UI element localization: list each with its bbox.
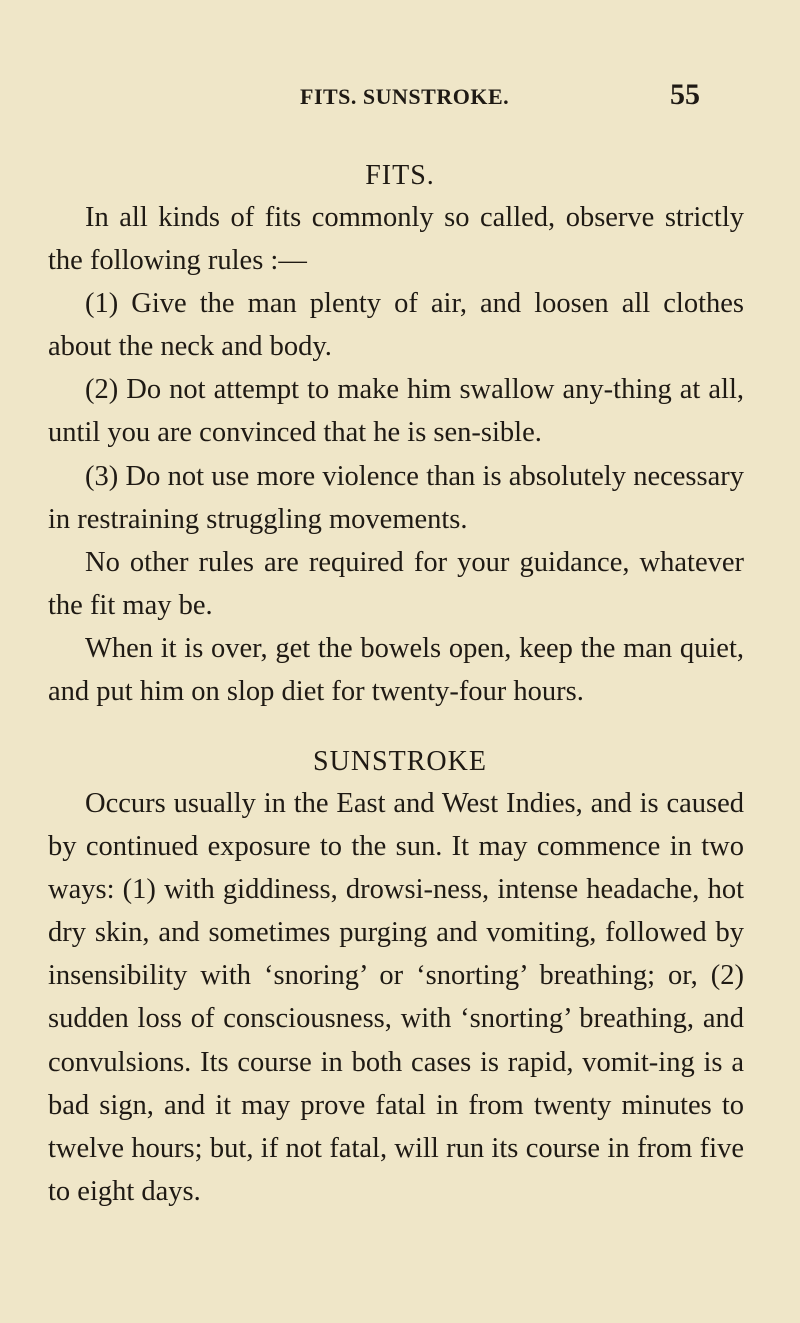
- paragraph: (3) Do not use more violence than is absolutely necessary in restraining struggling movements.: [48, 460, 744, 535]
- section-body-fits: [48, 196, 744, 713]
- paragraph: In all kinds of fits commonly so called, observe strictly the following rules :—: [48, 202, 744, 277]
- running-header: [0, 78, 800, 118]
- running-title: FITS. SUNSTROKE.: [300, 84, 510, 109]
- paragraph: Occurs usually in the East and West Indies, and is caused by continued exposure to the sun. It may commence in two ways: (1) with giddiness, drowsi-ness, intense headache, hot dry skin, and sometimes purging and vomiting, followed by insensibility with ‘snoring’ or ‘snorting’ breathing; or, (2) sudden loss of consciousness, with ‘snorting’ breathing, and convulsions. Its course in both cases is rapid, vomit-ing is a bad sign, and it may prove fatal in from twenty minutes to twelve hours; but, if not fatal, will run its course in from five to eight days.: [48, 788, 744, 1207]
- paragraph: When it is over, get the bowels open, keep the man quiet, and put him on slop diet for twenty-four hours.: [48, 632, 744, 708]
- page-number: 55: [670, 78, 700, 111]
- paragraph: (2) Do not attempt to make him swallow any-thing at all, until you are convinced that he is sen-sible.: [48, 374, 744, 449]
- paragraph: No other rules are required for your guidance, whatever the fit may be.: [48, 546, 744, 621]
- section-title-fits: FITS.: [365, 160, 435, 191]
- section-title-sunstroke: SUNSTROKE: [313, 746, 487, 777]
- paragraph: (1) Give the man plenty of air, and loosen all clothes about the neck and body.: [48, 288, 744, 363]
- section-body-sunstroke: [48, 782, 744, 1213]
